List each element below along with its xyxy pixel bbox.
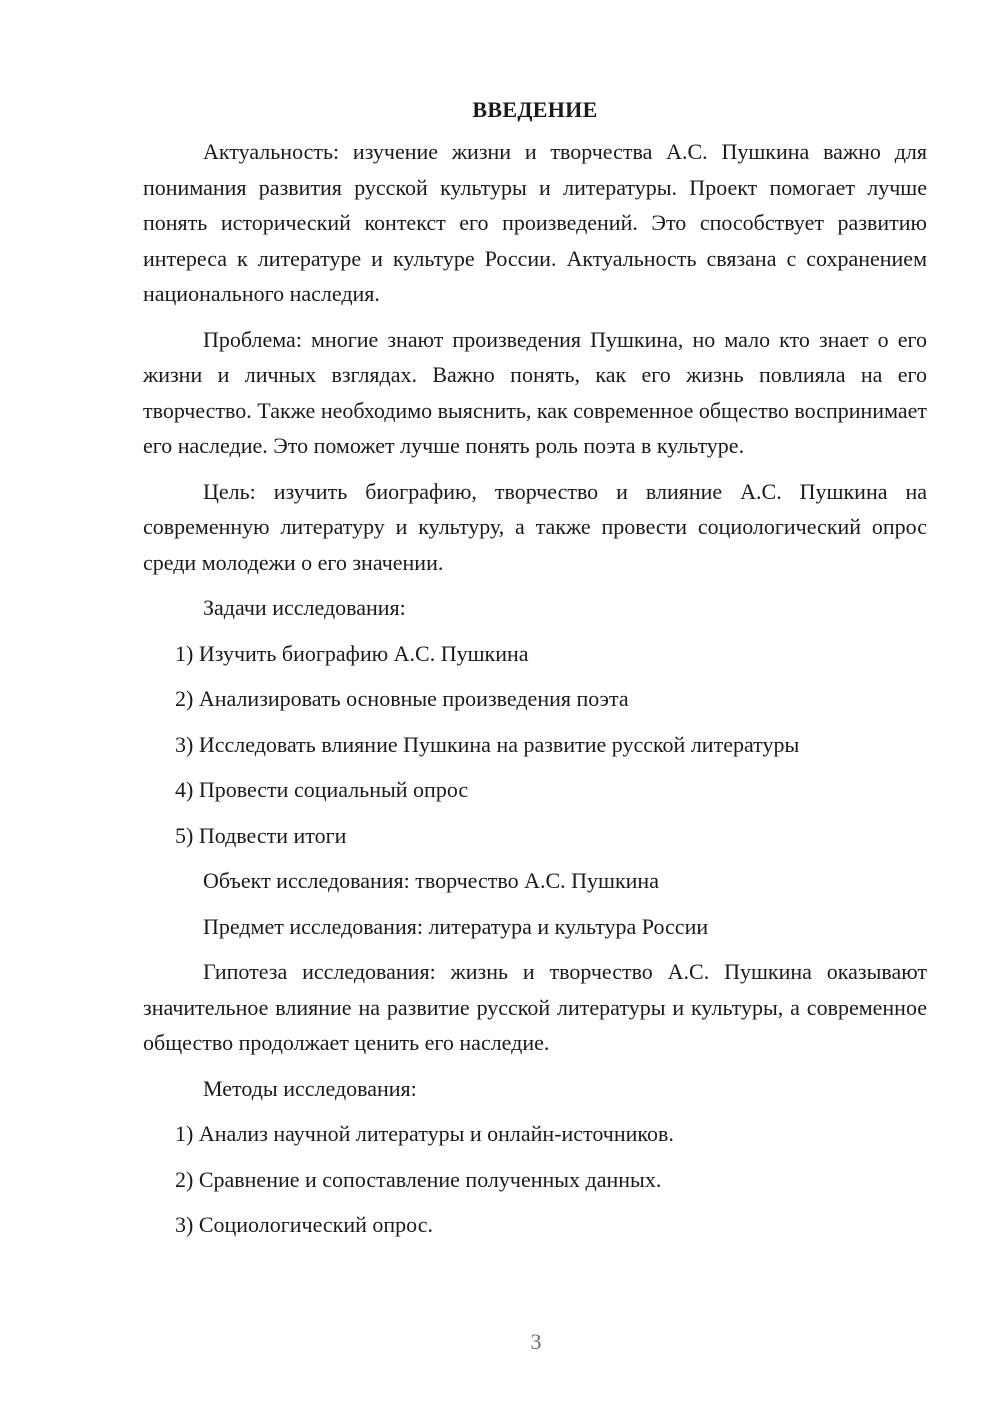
relevance-paragraph: Актуальность: изучение жизни и творчества А.С. Пушкина важно для понимания развития русской культуры и литературы. Проект помогает лучше понять исторический контекст его произведений. Это способствует развитию интереса к литературе и культуре России. Актуальность связана с сохранением национального наследия. — [143, 139, 927, 306]
goal-paragraph: Цель: изучить биографию, творчество и влияние А.С. Пушкина на современную литературу и культуру, а также провести социологический опрос среди молодежи о его значении. — [143, 478, 927, 575]
research-subject: Предмет исследования: литература и культура России — [203, 913, 709, 939]
research-object: Объект исследования: творчество А.С. Пушкина — [203, 868, 659, 893]
method-item: 2) Сравнение и сопоставление полученных данных. — [175, 1166, 662, 1192]
task-item: 4) Провести социальный опрос — [175, 777, 469, 802]
task-item: 2) Анализировать основные произведения поэта — [175, 686, 629, 711]
page-number: 3 — [530, 1329, 542, 1354]
task-item: 1) Изучить биографию А.С. Пушкина — [175, 640, 529, 666]
problem-paragraph: Проблема: многие знают произведения Пушкина, но мало кто знает о его жизни и личных взглядах. Важно понять, как его жизнь повлияла на его творчество. Также необходимо выяснить, как современное общество воспринимает его наследие. Это поможет лучше понять роль поэта в культуре. — [143, 326, 927, 458]
methods-heading: Методы исследования: — [203, 1075, 417, 1101]
task-item: 3) Исследовать влияние Пушкина на развитие русской литературы — [175, 731, 800, 757]
method-item: 3) Социологический опрос. — [175, 1212, 433, 1237]
hypothesis-paragraph: Гипотеза исследования: жизнь и творчество А.С. Пушкина оказывают значительное влияние на развитие русской литературы и культуры, а современное общество продолжает ценить его наследие. — [143, 959, 927, 1055]
document-body — [143, 92, 927, 1253]
page-title: ВВЕДЕНИЕ — [472, 97, 598, 122]
method-item: 1) Анализ научной литературы и онлайн-источников. — [175, 1121, 674, 1146]
task-item: 5) Подвести итоги — [175, 822, 347, 848]
tasks-heading: Задачи исследования: — [203, 595, 406, 620]
